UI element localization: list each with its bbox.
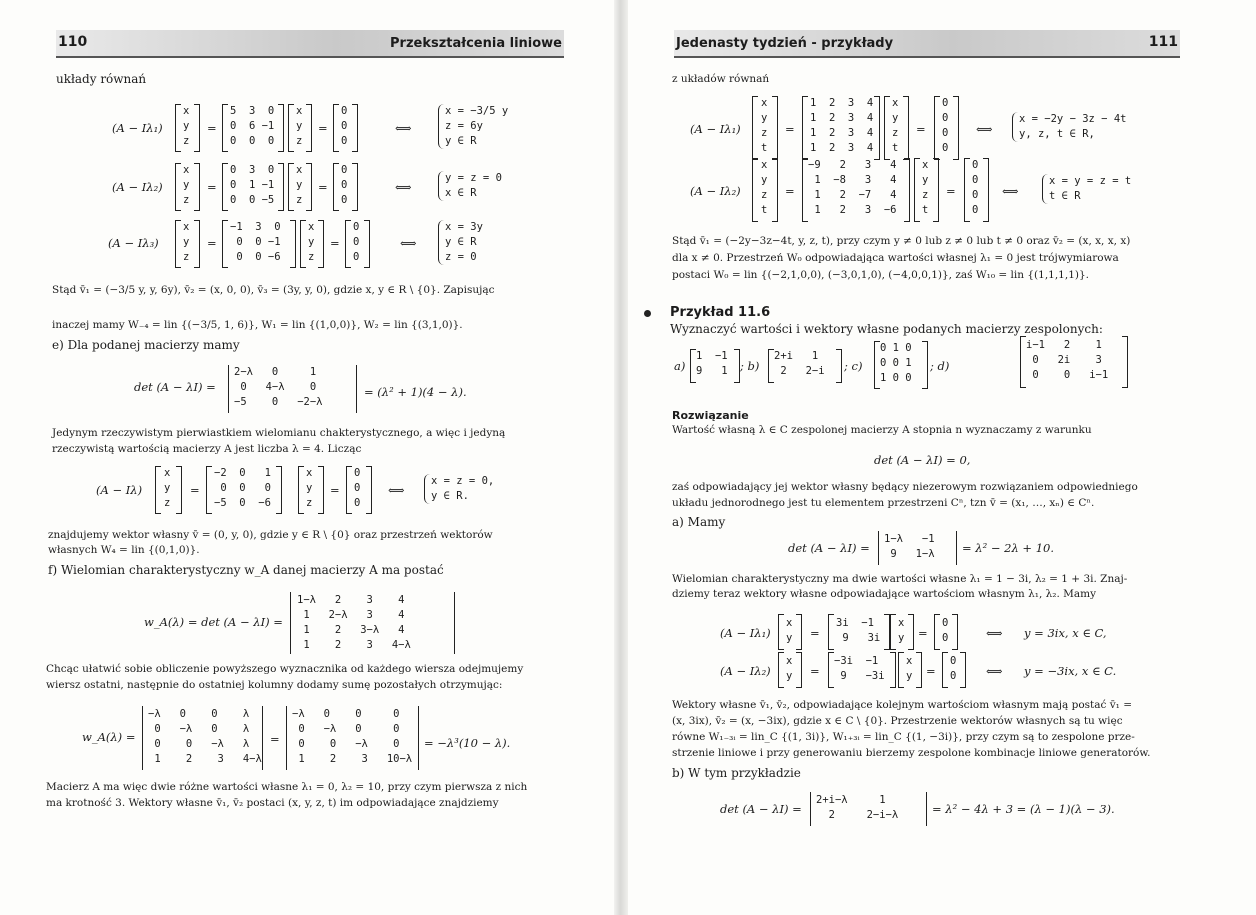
sys3-zeros: 0 0 0 (353, 221, 360, 263)
wa-label: w_A(λ) = det (A − λI) = (144, 615, 283, 629)
det-b-label: det (A − λI) = (720, 802, 802, 816)
para-wekt-4: strzenie liniowe i przy generowaniu bierzemy zespolone kombinacje liniowe generatorów. (672, 747, 1151, 759)
sys4-vars: x y z (164, 467, 171, 509)
r-sys1-zeros: 0 0 0 0 (942, 97, 949, 154)
wa2-label: w_A(λ) = (82, 730, 136, 744)
opt-b: ; b) (740, 359, 760, 373)
eq-sign: = (190, 483, 200, 497)
det-b-matrix: 2+i−λ 1 2 2−i−λ (816, 794, 899, 821)
sys4-result: x = z = 0, y ∈ R. (424, 474, 494, 504)
c-sys2-zeros: 0 0 (950, 655, 957, 682)
para-macierz-1: Macierz A ma więc dwie różne wartości własne λ₁ = 0, λ₂ = 10, przy czym pierwsza z nich (46, 781, 528, 793)
det-e-matrix: 2−λ 0 1 0 4−λ 0 −5 0 −2−λ (234, 366, 323, 408)
para-wekt-2: (x, 3ix), v̄₂ = (x, −3ix), gdzie x ∈ C \ {0}. Przestrzenie wektorów własnych są tu więc (672, 715, 1123, 727)
sol-line-1: Wartość własną λ ∈ C zespolonej macierzy A stopnia n wyznaczamy z warunku (672, 424, 1092, 436)
wa2-matrix-1: −λ 0 0 λ 0 −λ 0 λ 0 0 −λ λ 1 2 3 4−λ (148, 708, 262, 765)
c-sys1-vars: x y (786, 617, 793, 644)
eq-sign: = (318, 121, 328, 135)
right-page (628, 0, 1256, 915)
equiv-arrow: ⟺ (388, 483, 405, 497)
r-sys1-vars-2: x y z t (892, 97, 899, 154)
right-header-title: Jedenasty tydzień - przykłady (676, 36, 894, 51)
left-page (0, 0, 618, 915)
r-sys1-result: x = −2y − 3z − 4t y, z, t ∈ R, (1012, 112, 1126, 142)
c-sys2-result: y = −3ix, x ∈ C. (1024, 664, 1117, 678)
mat-c: 0 1 0 0 0 1 1 0 0 (880, 342, 912, 384)
sys1-vars-2: x y z (296, 105, 303, 147)
r-sys2-result: x = y = z = t t ∈ R (1042, 174, 1131, 204)
c-sys2-vars: x y (786, 655, 793, 682)
eq-sign: = (785, 122, 795, 136)
eq-sign: = (810, 626, 820, 640)
eq-sign: = (330, 236, 340, 250)
line-stad: Stąd v̄₁ = (−3/5 y, y, 6y), v̄₂ = (x, 0, 0), v̄₃ = (3y, y, 0), gdzie x, y ∈ R \ {0}. Zapisując (52, 284, 495, 296)
eq-sign: = (330, 483, 340, 497)
sys3-vars-2: x y z (308, 221, 315, 263)
sys4-zeros: 0 0 0 (354, 467, 361, 509)
c-sys2-label: (A − Iλ₂) (720, 664, 771, 678)
para-wekt-3: równe W₁₋₃ᵢ = lin_C {(1, 3i)}, W₁₊₃ᵢ = lin_C {(1, −3i)}, przy czym są to zespolone prze- (672, 731, 1135, 743)
r-sys2-vars-2: x y z t (922, 159, 929, 216)
example-bullet (644, 310, 651, 317)
eq-sign: = (207, 180, 217, 194)
solution-heading: Rozwiązanie (672, 409, 749, 422)
sys1-label: (A − Iλ₁) (112, 121, 163, 135)
det-e-result: = (λ² + 1)(4 − λ). (364, 385, 467, 399)
right-page-number: 111 (1148, 34, 1178, 50)
left-page-number: 110 (58, 34, 88, 50)
det-e-label: det (A − λI) = (134, 380, 216, 394)
det-a-matrix: 1−λ −1 9 1−λ (884, 533, 935, 560)
sol-line-2: zaś odpowiadający jej wektor własny będący niezerowym rozwiązaniem odpowiedniego (672, 481, 1138, 493)
right-page-header (674, 30, 1180, 58)
c-sys1-vars-2: x y (898, 617, 905, 644)
sys1-zeros: 0 0 0 (341, 105, 348, 147)
eq-sign: = (916, 122, 926, 136)
para-stad-2: dla x ≠ 0. Przestrzeń W₀ odpowiadająca wartości własnej λ₁ = 0 jest trójwymiarowa (672, 252, 1119, 264)
para-stad-1: Stąd v̄₁ = (−2y−3z−4t, y, z, t), przy czym y ≠ 0 lub z ≠ 0 lub t ≠ 0 oraz v̄₂ = (x, x, x, x) (672, 235, 1131, 247)
item-a: a) Mamy (672, 515, 726, 529)
para-wiel-1: Wielomian charakterystyczny ma dwie wartości własne λ₁ = 1 − 3i, λ₂ = 1 + 3i. Znaj- (672, 573, 1128, 585)
wa2-result: = −λ³(10 − λ). (424, 736, 511, 750)
mat-a: 1 −1 9 1 (696, 350, 728, 377)
eq-sign: = (918, 626, 928, 640)
equiv-arrow: ⟺ (986, 626, 1003, 640)
opt-c: ; c) (844, 359, 863, 373)
r-sys1-matrix: 1 2 3 4 1 2 3 4 1 2 3 4 1 2 3 4 (810, 97, 874, 154)
det-b-result: = λ² − 4λ + 3 = (λ − 1)(λ − 3). (932, 802, 1115, 816)
eq-sign: = (270, 732, 280, 746)
c-sys1-label: (A − Iλ₁) (720, 626, 771, 640)
r-sys1-label: (A − Iλ₁) (690, 122, 741, 136)
eq-sign: = (207, 121, 217, 135)
eq-sign: = (318, 180, 328, 194)
c-sys2-matrix: −3i −1 9 −3i (834, 655, 885, 682)
mat-b: 2+i 1 2 2−i (774, 350, 825, 377)
left-line-1: układy równań (56, 72, 147, 86)
para-macierz-2: ma krotność 3. Wektory własne v̄₁, v̄₂ postaci (x, y, z, t) im odpowiadające znajdziemy (46, 797, 499, 809)
sys2-result: y = z = 0 x ∈ R (438, 171, 502, 201)
eq-sign: = (785, 184, 795, 198)
para-znajdujemy-1: znajdujemy wektor własny v̄ = (0, y, 0), gdzie y ∈ R \ {0} oraz przestrzeń wektorów (48, 529, 493, 541)
r-sys1-vars: x y z t (761, 97, 768, 154)
r-sys2-zeros: 0 0 0 0 (972, 159, 979, 216)
example-task: Wyznaczyć wartości i wektory własne podanych macierzy zespolonych: (670, 322, 1103, 336)
c-sys1-matrix: 3i −1 9 3i (836, 617, 881, 644)
sys3-label: (A − Iλ₃) (108, 236, 159, 250)
equiv-arrow: ⟺ (1002, 184, 1019, 198)
det-a-label: det (A − λI) = (788, 541, 870, 555)
sys2-vars-2: x y z (296, 164, 303, 206)
sys4-matrix: −2 0 1 0 0 0 −5 0 −6 (214, 467, 271, 509)
para-jedynym-2: rzeczywistą wartością macierzy A jest liczba λ = 4. Licząc (52, 443, 362, 455)
det-a-result: = λ² − 2λ + 10. (962, 541, 1054, 555)
eq-sign: = (946, 184, 956, 198)
equiv-arrow: ⟺ (395, 121, 412, 135)
item-f: f) Wielomian charakterystyczny w_A danej macierzy A ma postać (48, 563, 444, 577)
equiv-arrow: ⟺ (395, 180, 412, 194)
para-znajdujemy-2: własnych W₄ = lin {(0,1,0)}. (48, 544, 200, 556)
wa-matrix: 1−λ 2 3 4 1 2−λ 3 4 1 2 3−λ 4 1 2 3 4−λ (297, 594, 411, 651)
left-header-title: Przekształcenia liniowe (390, 36, 562, 51)
sys3-result: x = 3y y ∈ R z = 0 (438, 220, 483, 265)
sys4-vars-2: x y z (306, 467, 313, 509)
sys1-result: x = −3/5 y z = 6y y ∈ R (438, 104, 508, 149)
opt-d: ; d) (930, 359, 950, 373)
sys1-vars: x y z (183, 105, 190, 147)
sys1-matrix: 5 3 0 0 6 −1 0 0 0 (230, 105, 275, 147)
example-title: Przykład 11.6 (670, 305, 771, 320)
r-sys2-label: (A − Iλ₂) (690, 184, 741, 198)
equiv-arrow: ⟺ (986, 664, 1003, 678)
sys2-zeros: 0 0 0 (341, 164, 348, 206)
wa2-matrix-2: −λ 0 0 0 0 −λ 0 0 0 0 −λ 0 1 2 3 10−λ (292, 708, 413, 765)
c-sys1-zeros: 0 0 (942, 617, 949, 644)
eq-sign: = (810, 664, 820, 678)
r-sys2-vars: x y z t (761, 159, 768, 216)
para-jedynym-1: Jedynym rzeczywistym pierwiastkiem wielomianu chakterystycznego, a więc i jedyną (52, 427, 506, 439)
sys4-label: (A − Iλ) (96, 483, 143, 497)
item-b: b) W tym przykładzie (672, 766, 801, 780)
r-sys2-matrix: −9 2 3 4 1 −8 3 4 1 2 −7 4 1 2 3 −6 (808, 159, 897, 216)
sys2-vars: x y z (183, 164, 190, 206)
right-line-1: z układów równań (672, 73, 770, 85)
eq-sign: = (207, 236, 217, 250)
det-zero: det (A − λI) = 0, (874, 453, 971, 467)
sol-line-3: układu jednorodnego jest tu elementem przestrzeni Cⁿ, tzn v̄ = (x₁, …, xₙ) ∈ Cⁿ. (672, 497, 1095, 509)
mat-d: i−1 2 1 0 2i 3 0 0 i−1 (1026, 339, 1109, 381)
c-sys1-result: y = 3ix, x ∈ C, (1024, 626, 1107, 640)
para-chcac-1: Chcąc ułatwić sobie obliczenie powyższego wyznacznika od każdego wiersza odejmujemy (46, 663, 524, 675)
eq-sign: = (926, 664, 936, 678)
line-inaczej: inaczej mamy W₋₄ = lin {(−3/5, 1, 6)}, W₁ = lin {(1,0,0)}, W₂ = lin {(3,1,0)}. (52, 319, 463, 331)
item-e: e) Dla podanej macierzy mamy (52, 338, 240, 352)
book-gutter (614, 0, 628, 915)
left-page-header (56, 30, 564, 58)
para-chcac-2: wiersz ostatni, następnie do ostatniej kolumny dodamy sumę pozostałych otrzymując: (46, 679, 503, 691)
para-wekt-1: Wektory własne v̄₁, v̄₂, odpowiadające kolejnym wartościom własnym mają postać v̄₁ = (672, 699, 1133, 711)
sys3-vars: x y z (183, 221, 190, 263)
equiv-arrow: ⟺ (976, 122, 993, 136)
c-sys2-vars-2: x y (906, 655, 913, 682)
sys3-matrix: −1 3 0 0 0 −1 0 0 −6 (230, 221, 281, 263)
opt-a: a) (674, 359, 686, 373)
equiv-arrow: ⟺ (400, 236, 417, 250)
para-wiel-2: dziemy teraz wektory własne odpowiadające wartościom własnym λ₁, λ₂. Mamy (672, 588, 1097, 600)
para-stad-3: postaci W₀ = lin {(−2,1,0,0), (−3,0,1,0), (−4,0,0,1)}, zaś W₁₀ = lin {(1,1,1,1)}. (672, 269, 1089, 281)
sys2-matrix: 0 3 0 0 1 −1 0 0 −5 (230, 164, 275, 206)
sys2-label: (A − Iλ₂) (112, 180, 163, 194)
